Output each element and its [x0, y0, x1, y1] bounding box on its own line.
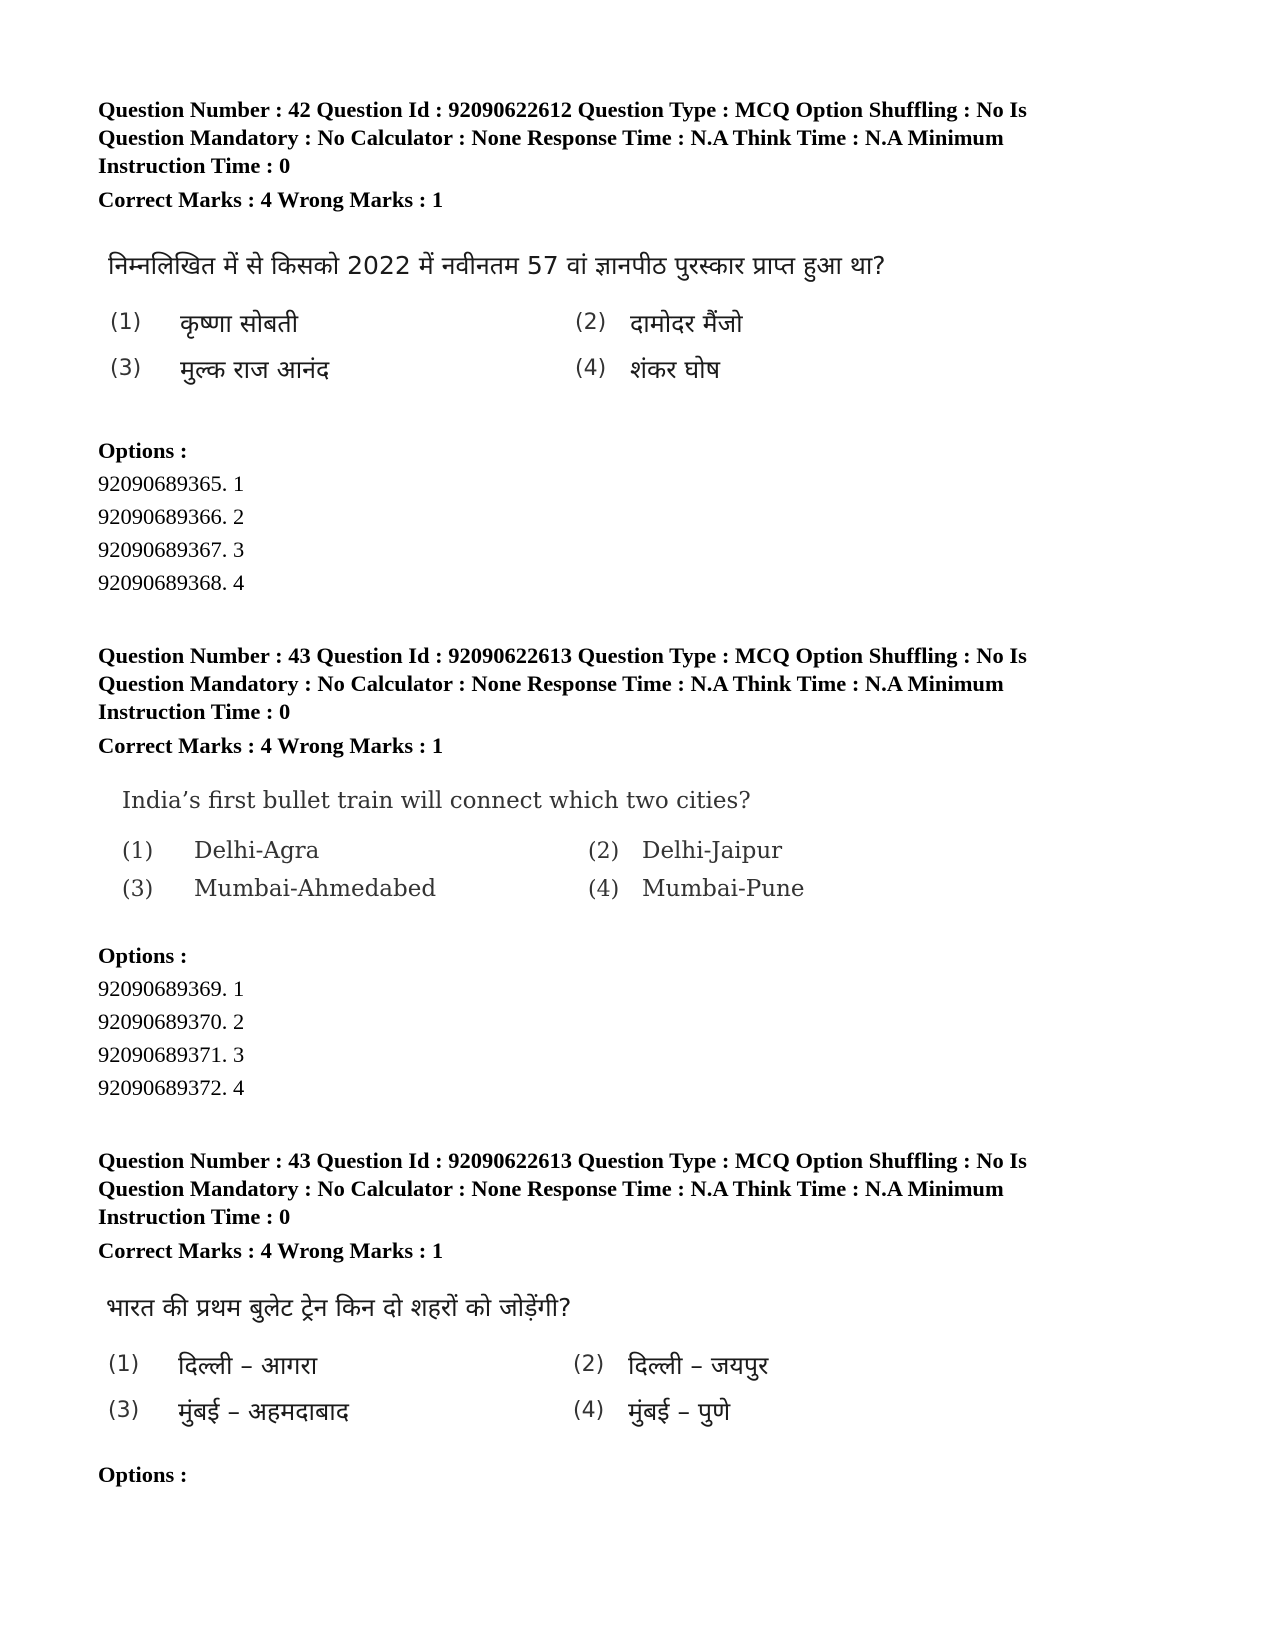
choice-text: शंकर घोष: [630, 355, 721, 384]
choice-text: Delhi-Agra: [194, 838, 320, 864]
choice-text: मुंबई – अहमदाबाद: [178, 1397, 349, 1426]
choice-number: (1): [108, 1352, 140, 1377]
question-43-hindi-image: [106, 1290, 1006, 1440]
marks-line: Correct Marks : 4 Wrong Marks : 1: [98, 187, 444, 212]
choice-text: Delhi-Jaipur: [642, 838, 783, 864]
question-meta-line: Question Mandatory : No Calculator : None Response Time : N.A Think Time : N.A Minimum: [98, 125, 1004, 150]
choice-number: (3): [108, 1398, 140, 1423]
option-line: 92090689367. 3: [98, 537, 245, 562]
choice-number: (3): [122, 877, 154, 902]
choice-number: (4): [573, 1398, 605, 1423]
options-label: Options :: [98, 1462, 188, 1487]
question-meta-line: Instruction Time : 0: [98, 699, 291, 724]
question-42-header: [98, 96, 1178, 214]
choice-text: मुल्क राज आनंद: [180, 355, 330, 384]
option-line: 92090689366. 2: [98, 504, 245, 529]
question-meta-line: Question Number : 43 Question Id : 92090622613 Question Type : MCQ Option Shuffling : No Is: [98, 1148, 1027, 1173]
choice-number: (1): [110, 310, 142, 335]
option-line: 92090689368. 4: [98, 570, 245, 595]
question-meta-line: Instruction Time : 0: [98, 153, 291, 178]
choice-text: दिल्ली – जयपुर: [628, 1351, 769, 1380]
question-42-image: [108, 248, 1008, 398]
option-line: 92090689365. 1: [98, 471, 245, 496]
choice-number: (1): [122, 839, 154, 864]
options-label: Options :: [98, 438, 188, 463]
question-meta-line: Question Mandatory : No Calculator : None Response Time : N.A Think Time : N.A Minimum: [98, 1176, 1004, 1201]
choice-text: दिल्ली – आगरा: [178, 1351, 318, 1380]
choice-text: मुंबई – पुणे: [628, 1397, 731, 1426]
choice-text: Mumbai-Pune: [642, 876, 805, 902]
choice-text: दामोदर मैंजो: [630, 309, 743, 338]
question-text: भारत की प्रथम बुलेट ट्रेन किन दो शहरों को जोड़ेंगी?: [106, 1293, 572, 1322]
question-text: India’s first bullet train will connect which two cities?: [122, 788, 751, 814]
choice-number: (2): [588, 839, 620, 864]
marks-line: Correct Marks : 4 Wrong Marks : 1: [98, 1238, 444, 1263]
choice-text: Mumbai-Ahmedabed: [194, 876, 437, 902]
choice-number: (3): [110, 356, 142, 381]
choice-number: (2): [575, 310, 607, 335]
question-43-header: [98, 642, 1178, 760]
option-line: 92090689369. 1: [98, 976, 245, 1001]
question-meta-line: Question Number : 43 Question Id : 92090622613 Question Type : MCQ Option Shuffling : No Is: [98, 643, 1027, 668]
question-meta-line: Question Number : 42 Question Id : 92090622612 Question Type : MCQ Option Shuffling : No Is: [98, 97, 1027, 122]
question-meta-line: Question Mandatory : No Calculator : None Response Time : N.A Think Time : N.A Minimum: [98, 671, 1004, 696]
choice-number: (2): [573, 1352, 605, 1377]
option-line: 92090689371. 3: [98, 1042, 245, 1067]
option-line: 92090689370. 2: [98, 1009, 245, 1034]
option-line: 92090689372. 4: [98, 1075, 245, 1100]
choice-text: कृष्णा सोबती: [180, 309, 299, 338]
question-43-hindi-header: [98, 1147, 1178, 1265]
choice-number: (4): [588, 877, 620, 902]
question-text: निम्नलिखित में से किसको 2022 में नवीनतम 57 वां ज्ञानपीठ पुरस्कार प्राप्त हुआ था?: [108, 251, 886, 280]
question-43-image: [122, 788, 1002, 908]
question-meta-line: Instruction Time : 0: [98, 1204, 291, 1229]
choice-number: (4): [575, 356, 607, 381]
options-label: Options :: [98, 943, 188, 968]
marks-line: Correct Marks : 4 Wrong Marks : 1: [98, 733, 444, 758]
